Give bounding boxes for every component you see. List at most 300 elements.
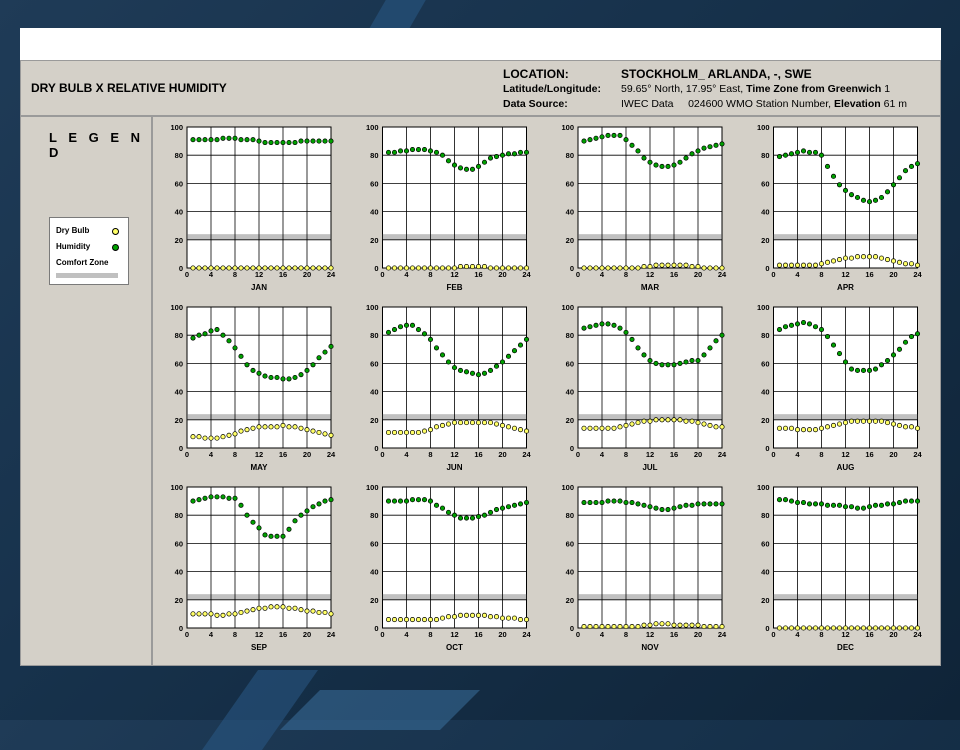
x-tick-label: 24 [717, 630, 727, 639]
dry-bulb-point [191, 612, 195, 616]
humidity-point [795, 150, 799, 154]
dry-bulb-point [434, 266, 438, 270]
humidity-point [897, 347, 901, 351]
humidity-point [275, 375, 279, 379]
humidity-point [440, 506, 444, 510]
dry-bulb-point [630, 624, 634, 628]
x-tick-label: 4 [208, 450, 214, 459]
timezone-value: 1 [881, 83, 891, 95]
dry-bulb-point [594, 426, 598, 430]
humidity-point [233, 496, 237, 500]
x-tick-label: 16 [669, 270, 679, 279]
dry-bulb-marker-icon [112, 228, 119, 235]
x-tick-label: 0 [380, 450, 385, 459]
dry-bulb-point [524, 266, 528, 270]
humidity-point [476, 372, 480, 376]
dry-bulb-point [885, 257, 889, 261]
humidity-point [392, 150, 396, 154]
humidity-point [873, 367, 877, 371]
dry-bulb-point [245, 427, 249, 431]
humidity-point [458, 166, 462, 170]
dry-bulb-point [789, 426, 793, 430]
dry-bulb-point [849, 419, 853, 423]
x-tick-label: 20 [302, 630, 312, 639]
humidity-point [582, 326, 586, 330]
chart-dec [757, 483, 923, 652]
x-tick-label: 8 [428, 270, 433, 279]
y-tick-label: 0 [765, 624, 770, 633]
dry-bulb-point [612, 624, 616, 628]
dry-bulb-point [612, 426, 616, 430]
humidity-point [233, 136, 237, 140]
dry-bulb-point [488, 615, 492, 619]
dry-bulb-point [915, 426, 919, 430]
humidity-point [654, 506, 658, 510]
x-tick-label: 8 [819, 450, 824, 459]
dry-bulb-point [648, 623, 652, 627]
dry-bulb-point [440, 266, 444, 270]
humidity-point [458, 368, 462, 372]
humidity-point [702, 502, 706, 506]
y-tick-label: 0 [569, 624, 574, 633]
chart-jun [366, 303, 532, 472]
x-tick-label: 4 [208, 270, 214, 279]
dry-bulb-point [873, 419, 877, 423]
y-tick-label: 0 [374, 624, 379, 633]
dry-bulb-point [600, 624, 604, 628]
dry-bulb-point [624, 423, 628, 427]
dry-bulb-point [386, 617, 390, 621]
humidity-point [648, 358, 652, 362]
dry-bulb-point [263, 606, 267, 610]
humidity-point [215, 327, 219, 331]
humidity-point [654, 163, 658, 167]
y-tick-label: 80 [761, 151, 770, 161]
background-decoration [280, 690, 480, 730]
timezone-label: Time Zone from Greenwich [746, 83, 882, 95]
dry-bulb-point [594, 624, 598, 628]
humidity-point [696, 502, 700, 506]
dry-bulb-point [897, 626, 901, 630]
humidity-point [494, 364, 498, 368]
dry-bulb-point [416, 617, 420, 621]
dry-bulb-point [227, 266, 231, 270]
humidity-point [861, 368, 865, 372]
x-tick-label: 0 [771, 630, 776, 639]
y-tick-label: 60 [565, 539, 574, 549]
x-tick-label: 4 [404, 270, 409, 279]
dry-bulb-point [642, 264, 646, 268]
humidity-point [404, 499, 408, 503]
dry-bulb-point [506, 425, 510, 429]
y-tick-label: 0 [569, 444, 574, 453]
humidity-point [275, 140, 279, 144]
y-tick-label: 80 [174, 151, 183, 161]
dry-bulb-point [275, 266, 279, 270]
dry-bulb-point [464, 420, 468, 424]
humidity-point [831, 503, 835, 507]
y-tick-label: 80 [761, 511, 770, 521]
y-tick-label: 60 [761, 179, 770, 189]
dry-bulb-point [386, 430, 390, 434]
dry-bulb-point [678, 418, 682, 422]
dry-bulb-point [323, 610, 327, 614]
dry-bulb-point [452, 615, 456, 619]
humidity-point [594, 500, 598, 504]
dry-bulb-point [837, 626, 841, 630]
dry-bulb-point [287, 266, 291, 270]
dry-bulb-point [428, 266, 432, 270]
page-title: DRY BULB X RELATIVE HUMIDITY [31, 81, 227, 95]
humidity-point [275, 534, 279, 538]
dry-bulb-point [428, 617, 432, 621]
dry-bulb-point [666, 263, 670, 267]
humidity-point [317, 356, 321, 360]
humidity-point [897, 176, 901, 180]
dry-bulb-point [813, 427, 817, 431]
y-tick-label: 0 [374, 264, 379, 273]
dry-bulb-point [506, 266, 510, 270]
x-tick-label: 0 [771, 270, 776, 279]
humidity-point [636, 149, 640, 153]
dry-bulb-point [783, 263, 787, 267]
dry-bulb-point [660, 418, 664, 422]
dry-bulb-point [789, 263, 793, 267]
humidity-point [215, 137, 219, 141]
dry-bulb-point [909, 626, 913, 630]
dry-bulb-point [287, 606, 291, 610]
title-bar [20, 28, 941, 60]
x-tick-label: 12 [450, 630, 459, 639]
humidity-point [269, 140, 273, 144]
humidity-point [690, 358, 694, 362]
y-tick-label: 100 [365, 483, 379, 492]
humidity-point [281, 377, 285, 381]
dry-bulb-point [684, 419, 688, 423]
y-tick-label: 40 [565, 387, 574, 397]
humidity-point [708, 502, 712, 506]
humidity-point [861, 198, 865, 202]
x-tick-label: 4 [404, 630, 409, 639]
humidity-point [720, 502, 724, 506]
y-tick-label: 0 [178, 624, 183, 633]
dry-bulb-point [825, 626, 829, 630]
humidity-point [299, 513, 303, 517]
humidity-point [642, 156, 646, 160]
x-tick-label: 16 [669, 630, 679, 639]
humidity-point [801, 149, 805, 153]
x-tick-label: 24 [913, 450, 922, 459]
x-tick-label: 20 [693, 630, 703, 639]
dry-bulb-point [885, 626, 889, 630]
dry-bulb-point [512, 616, 516, 620]
dry-bulb-point [672, 623, 676, 627]
dry-bulb-point [690, 264, 694, 268]
dry-bulb-point [861, 255, 865, 259]
x-tick-label: 24 [717, 450, 727, 459]
dry-bulb-point [612, 266, 616, 270]
humidity-point [606, 322, 610, 326]
dry-bulb-point [233, 266, 237, 270]
humidity-point [524, 337, 528, 341]
humidity-point [861, 506, 865, 510]
humidity-point [849, 505, 853, 509]
dry-bulb-point [672, 418, 676, 422]
humidity-point [428, 149, 432, 153]
humidity-point [654, 361, 658, 365]
dry-bulb-point [879, 626, 883, 630]
humidity-point [269, 534, 273, 538]
x-tick-label: 8 [623, 630, 629, 639]
dry-bulb-point [855, 626, 859, 630]
y-tick-label: 60 [370, 179, 379, 189]
legend-comfort-zone-label: Comfort Zone [56, 258, 109, 267]
humidity-point [239, 503, 243, 507]
y-tick-label: 60 [565, 359, 574, 369]
humidity-point [891, 502, 895, 506]
humidity-point [837, 351, 841, 355]
x-tick-label: 4 [404, 450, 409, 459]
dry-bulb-point [251, 426, 255, 430]
x-tick-label: 12 [841, 630, 850, 639]
dry-bulb-point [299, 266, 303, 270]
dry-bulb-point [209, 612, 213, 616]
dry-bulb-point [305, 266, 309, 270]
y-tick-label: 40 [565, 567, 574, 577]
humidity-point [867, 200, 871, 204]
dry-bulb-point [825, 260, 829, 264]
humidity-point [500, 153, 504, 157]
monthly-charts [155, 115, 935, 665]
dry-bulb-point [410, 430, 414, 434]
dry-bulb-point [317, 430, 321, 434]
x-tick-label: 8 [819, 630, 824, 639]
dry-bulb-point [588, 266, 592, 270]
y-tick-label: 40 [174, 567, 183, 577]
dry-bulb-point [257, 425, 261, 429]
humidity-point [696, 358, 700, 362]
humidity-point [410, 323, 414, 327]
humidity-point [720, 142, 724, 146]
humidity-point [672, 163, 676, 167]
dry-bulb-point [831, 259, 835, 263]
humidity-point [903, 499, 907, 503]
humidity-point [777, 327, 781, 331]
dry-bulb-point [482, 264, 486, 268]
dry-bulb-point [293, 425, 297, 429]
humidity-point [684, 156, 688, 160]
legend-dry-bulb-label: Dry Bulb [56, 226, 90, 235]
elevation-label: Elevation [834, 98, 881, 110]
humidity-point [398, 499, 402, 503]
dry-bulb-point [831, 626, 835, 630]
humidity-point [251, 137, 255, 141]
humidity-point [518, 150, 522, 154]
dry-bulb-point [287, 425, 291, 429]
dry-bulb-point [410, 266, 414, 270]
humidity-point [885, 190, 889, 194]
dry-bulb-point [588, 426, 592, 430]
x-tick-label: 24 [326, 630, 336, 639]
x-tick-label: 20 [498, 450, 507, 459]
dry-bulb-point [191, 435, 195, 439]
x-tick-label: 12 [645, 270, 655, 279]
humidity-point [251, 368, 255, 372]
humidity-point [518, 502, 522, 506]
x-tick-label: 20 [302, 450, 312, 459]
humidity-point [801, 500, 805, 504]
x-tick-label: 12 [450, 270, 459, 279]
dry-bulb-point [606, 426, 610, 430]
dry-bulb-point [197, 435, 201, 439]
dry-bulb-point [867, 626, 871, 630]
chart-oct [366, 483, 532, 652]
y-tick-label: 20 [761, 415, 770, 425]
x-tick-label: 24 [522, 270, 531, 279]
humidity-point [458, 516, 462, 520]
humidity-point [446, 360, 450, 364]
humidity-point [612, 323, 616, 327]
humidity-point [464, 370, 468, 374]
dry-bulb-point [684, 623, 688, 627]
x-tick-label: 16 [278, 270, 288, 279]
humidity-point [440, 353, 444, 357]
humidity-point [398, 325, 402, 329]
x-tick-label: 8 [232, 630, 238, 639]
humidity-point [470, 516, 474, 520]
dry-bulb-point [618, 425, 622, 429]
elevation-value: 61 m [880, 98, 907, 110]
month-label: SEP [250, 643, 268, 652]
humidity-point [293, 375, 297, 379]
humidity-point [227, 339, 231, 343]
dry-bulb-point [305, 427, 309, 431]
dry-bulb-point [630, 266, 634, 270]
dry-bulb-point [416, 266, 420, 270]
dry-bulb-point [482, 613, 486, 617]
dry-bulb-point [915, 626, 919, 630]
x-tick-label: 8 [428, 630, 433, 639]
dry-bulb-point [684, 263, 688, 267]
x-tick-label: 0 [575, 450, 581, 459]
dry-bulb-point [500, 616, 504, 620]
month-label: AUG [836, 463, 855, 472]
humidity-point [783, 325, 787, 329]
humidity-point [789, 499, 793, 503]
humidity-point [648, 505, 652, 509]
y-tick-label: 100 [365, 303, 379, 312]
dry-bulb-point [209, 266, 213, 270]
chart-sep [170, 483, 336, 652]
dry-bulb-point [311, 429, 315, 433]
humidity-point [618, 326, 622, 330]
dry-bulb-point [903, 425, 907, 429]
humidity-point [506, 505, 510, 509]
dry-bulb-point [293, 606, 297, 610]
x-tick-label: 0 [771, 450, 776, 459]
humidity-point [588, 325, 592, 329]
dry-bulb-point [582, 426, 586, 430]
chart-feb [366, 123, 532, 292]
humidity-point [855, 195, 859, 199]
dry-bulb-point [434, 425, 438, 429]
humidity-point [819, 327, 823, 331]
x-tick-label: 0 [575, 270, 581, 279]
dry-bulb-point [221, 435, 225, 439]
humidity-point [714, 143, 718, 147]
dry-bulb-point [263, 425, 267, 429]
x-tick-label: 8 [623, 270, 629, 279]
humidity-point [660, 507, 664, 511]
humidity-point [470, 167, 474, 171]
x-tick-label: 20 [889, 270, 898, 279]
dry-bulb-point [708, 423, 712, 427]
humidity-point [915, 161, 919, 165]
dry-bulb-point [392, 266, 396, 270]
x-tick-label: 16 [278, 630, 288, 639]
dry-bulb-point [849, 626, 853, 630]
humidity-point [843, 188, 847, 192]
humidity-point [915, 499, 919, 503]
humidity-point [203, 496, 207, 500]
x-tick-label: 12 [645, 450, 655, 459]
dry-bulb-point [678, 623, 682, 627]
dry-bulb-point [690, 419, 694, 423]
y-tick-label: 40 [174, 207, 183, 217]
dry-bulb-point [654, 622, 658, 626]
humidity-point [197, 137, 201, 141]
humidity-point [600, 322, 604, 326]
humidity-point [789, 152, 793, 156]
humidity-point [801, 320, 805, 324]
dry-bulb-point [819, 626, 823, 630]
y-tick-label: 20 [565, 595, 574, 605]
x-tick-label: 24 [326, 270, 336, 279]
y-tick-label: 20 [565, 235, 574, 245]
x-tick-label: 8 [428, 450, 433, 459]
x-tick-label: 16 [669, 450, 679, 459]
humidity-point [239, 137, 243, 141]
humidity-point [666, 164, 670, 168]
y-tick-label: 60 [370, 539, 379, 549]
humidity-point [903, 340, 907, 344]
humidity-point [245, 137, 249, 141]
x-tick-label: 0 [575, 630, 581, 639]
dry-bulb-point [720, 266, 724, 270]
humidity-point [849, 367, 853, 371]
humidity-point [221, 495, 225, 499]
dry-bulb-point [488, 266, 492, 270]
dry-bulb-point [837, 422, 841, 426]
dry-bulb-point [672, 263, 676, 267]
x-tick-label: 4 [599, 270, 605, 279]
humidity-point [311, 363, 315, 367]
dry-bulb-point [690, 623, 694, 627]
y-tick-label: 40 [761, 387, 770, 397]
x-tick-label: 20 [498, 630, 507, 639]
dry-bulb-point [227, 612, 231, 616]
y-tick-label: 60 [761, 539, 770, 549]
dry-bulb-point [464, 264, 468, 268]
dry-bulb-point [708, 624, 712, 628]
dry-bulb-point [446, 266, 450, 270]
dry-bulb-point [512, 426, 516, 430]
dry-bulb-point [885, 420, 889, 424]
dry-bulb-point [636, 624, 640, 628]
humidity-point [837, 503, 841, 507]
humidity-point [873, 503, 877, 507]
dry-bulb-point [422, 617, 426, 621]
